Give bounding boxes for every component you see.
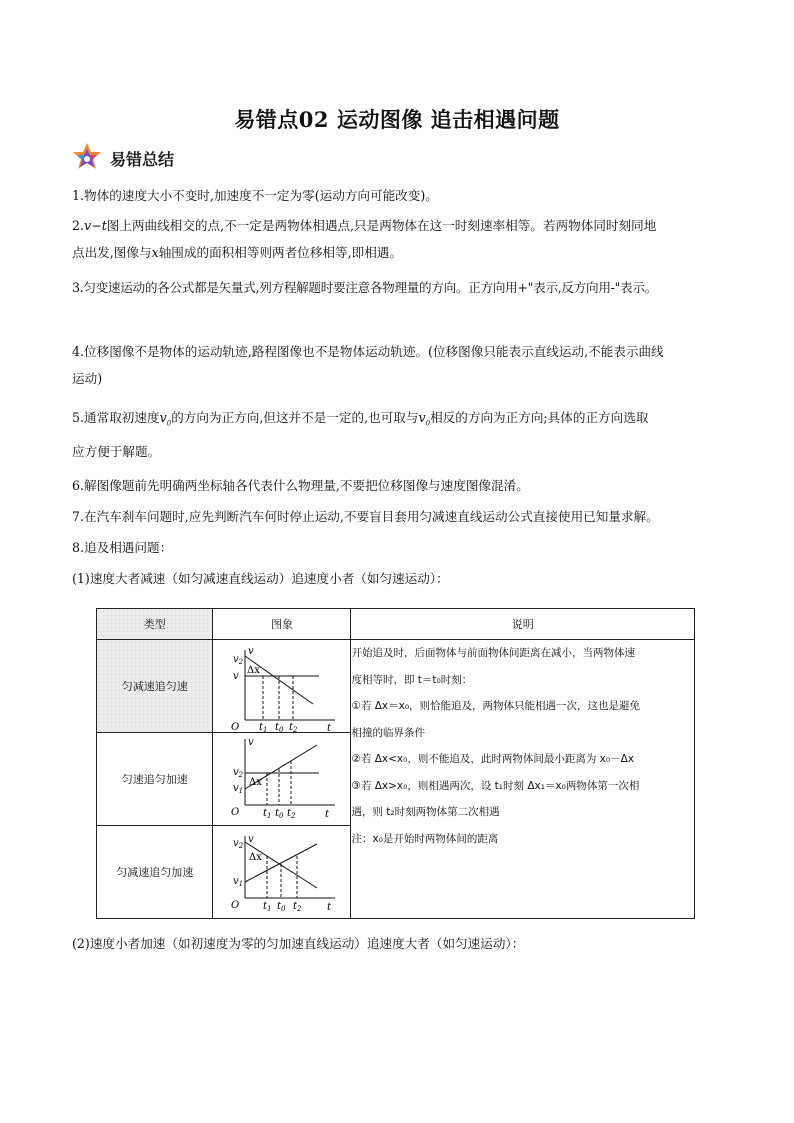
star-badge-icon	[70, 141, 104, 175]
row-type-1: 匀减速追匀速	[97, 640, 213, 733]
graph-cell-3	[213, 826, 351, 919]
item-5	[72, 404, 727, 465]
dx-label: Δx	[249, 777, 263, 788]
t0-label: $t_0$	[277, 901, 286, 913]
item-7: 7.在汽车刹车问题时,应先判断汽车何时停止运动,不要盲目套用匀减速直线运动公式直接使用已知量求解。	[72, 509, 659, 524]
row-type-3: 匀减速追匀加速	[97, 826, 213, 919]
item-4-line1: 4.位移图像不是物体的运动轨迹,路程图像也不是物体运动轨迹。(位移图像只能表示直线运动,不能表示曲线	[72, 344, 664, 359]
desc-line-3: ①若 Δx＝x₀，则恰能追及，两物体只能相遇一次，这也是避免	[351, 700, 641, 712]
header-graph: 图象	[213, 609, 351, 640]
item-1: 1.物体的速度大小不变时,加速度不一定为零(运动方向可能改变)。	[72, 188, 438, 203]
v0-symbol-2: $v_0$	[418, 410, 431, 428]
desc-line-1: 开始追及时，后面物体与前面物体间距离在减小，当两物体速	[351, 647, 635, 659]
row-type-2: 匀速追匀加速	[97, 733, 213, 826]
axis-v-label: v	[248, 737, 255, 748]
table-header-row	[97, 609, 695, 640]
item-2-line2-post: 轴围成的面积相等则两者位移相等,即相遇。	[158, 245, 402, 260]
v2-label: $v_2$	[233, 654, 244, 666]
header-desc: 说明	[351, 609, 695, 640]
t2-label: $t_2$	[293, 901, 302, 913]
item-3: 3.匀变速运动的各公式都是矢量式,列方程解题时要注意各物理量的方向。正方向用+"表示,反方向用-"表示。	[72, 280, 657, 295]
v1-label: $v_1$	[233, 876, 244, 888]
item-8: 8.追及相遇问题：	[72, 540, 173, 555]
item-2-line2-pre: 点出发,图像与	[72, 245, 152, 260]
desc-line-8: 注：x₀是开始时两物体间的距离	[351, 832, 499, 845]
vt-graph-uniform-vs-accel	[213, 733, 349, 825]
t1-label: $t_1$	[259, 722, 268, 732]
item-4	[72, 338, 727, 392]
axis-t-label: t	[325, 809, 330, 820]
v1-label: v	[233, 671, 240, 682]
t2-label: $t_2$	[289, 722, 298, 732]
graph-cell-2	[213, 733, 351, 826]
item-6: 6.解图像题前先明确两坐标轴各代表什么物理量,不要把位移图像与速度图像混淆。	[72, 478, 529, 493]
t1-label: $t_1$	[263, 808, 272, 820]
item-5-line2: 应方便于解题。	[72, 443, 161, 459]
vt-graph-decel-vs-uniform	[213, 640, 349, 732]
table-row	[97, 640, 695, 733]
origin-label: O	[231, 807, 240, 818]
x-symbol: x	[151, 245, 159, 260]
desc-line-5: ②若 Δx<x₀，则不能追及，此时两物体间最小距离为 x₀－Δx	[351, 753, 634, 765]
axis-t-label: t	[327, 902, 332, 913]
vt-symbol: v−t	[84, 218, 107, 233]
axis-v-label: v	[248, 646, 255, 657]
item-5-pre: 5.通常取初速度	[72, 410, 160, 425]
page-title: 易错点02 运动图像 追击相遇问题	[234, 107, 560, 132]
item-5-mid: 的方向为正方向,但这并不是一定的,也可取与	[171, 410, 419, 425]
desc-line-2: 度相等时，即 t＝t₀时刻：	[351, 673, 473, 686]
item-4-line2: 运动)	[72, 371, 103, 386]
vt-graph-decel-vs-accel	[213, 830, 349, 914]
item-2-line1: 图上两曲线相交的点,不一定是两物体相遇点,只是两物体在这一时刻速率相等。若两物体同时刻同地	[106, 218, 657, 233]
desc-line-6: ③若 Δx>x₀，则相遇两次，设 t₁时刻 Δx₁＝x₀两物体第一次相	[351, 779, 640, 792]
v1-label: $v_1$	[233, 783, 244, 795]
section-label: 易错总结	[110, 149, 175, 169]
axis-t-label: t	[327, 723, 332, 732]
item-2-prefix: 2.	[72, 218, 85, 233]
item-5-post: 相反的方向为正方向;具体的正方向选取	[430, 410, 649, 425]
item-2	[72, 212, 727, 266]
item-8-1: (1)速度大者减速（如匀减速直线运动）追速度小者（如匀速运动）：	[72, 571, 449, 586]
origin-label: O	[231, 722, 240, 732]
dx-label: Δx	[249, 852, 263, 863]
axis-v-label: v	[248, 834, 255, 845]
description-cell	[351, 640, 695, 919]
v0-symbol: $v_0$	[159, 410, 172, 428]
v2-label: $v_2$	[233, 767, 244, 779]
pursuit-table	[96, 608, 695, 919]
desc-line-4: 相撞的临界条件	[351, 726, 425, 739]
t0-label: $t_0$	[275, 808, 284, 820]
dx-label: Δx	[247, 665, 261, 676]
v2-label: $v_2$	[233, 838, 244, 850]
header-type: 类型	[97, 609, 213, 640]
graph-cell-1	[213, 640, 351, 733]
t0-label: $t_0$	[275, 722, 284, 732]
t2-label: $t_2$	[287, 808, 296, 820]
item-8-2: (2)速度小者加速（如初速度为零的匀加速直线运动）追速度大者（如匀速运动）：	[72, 936, 525, 951]
origin-label: O	[231, 900, 240, 911]
desc-line-7: 遇，则 t₂时刻两物体第二次相遇	[351, 806, 500, 818]
t1-label: $t_1$	[263, 901, 272, 913]
section-header	[70, 140, 174, 176]
